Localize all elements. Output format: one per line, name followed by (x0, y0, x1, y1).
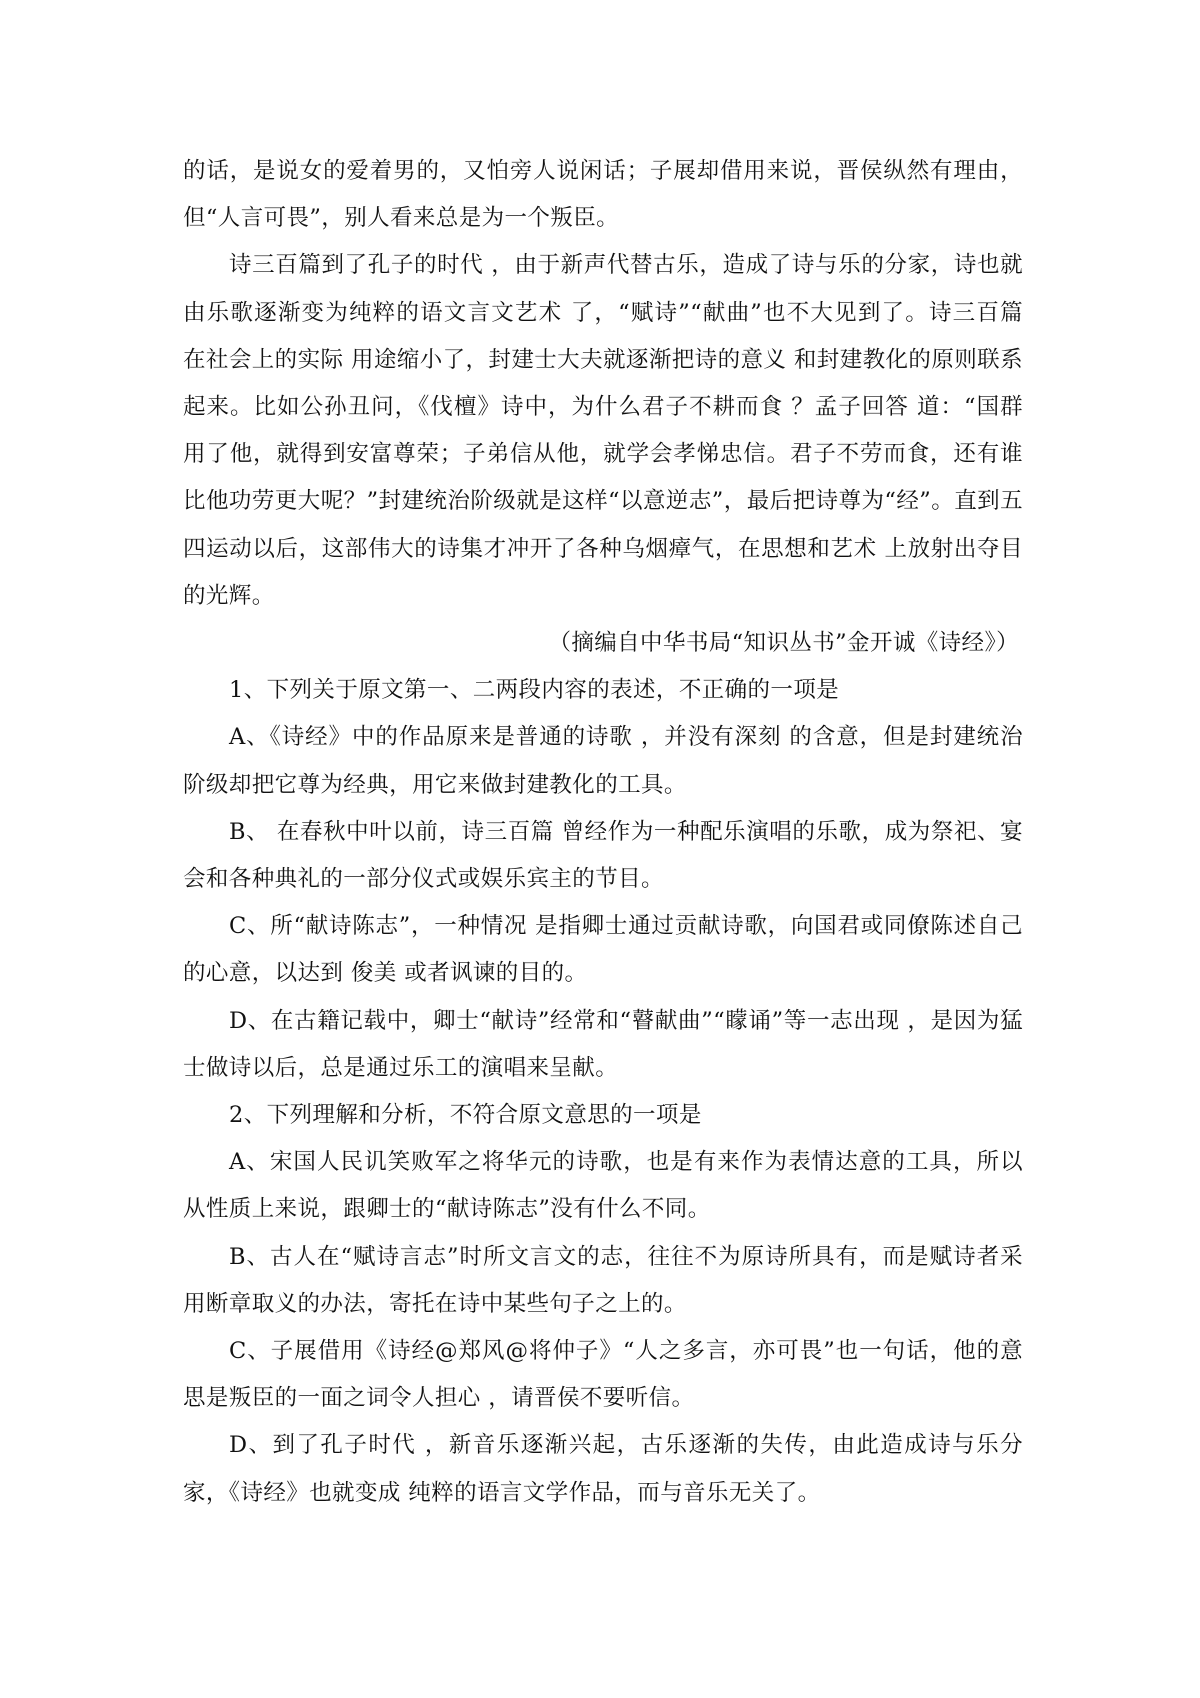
question-1-option-a: A、《诗经》中的作品原来是普通的诗歌 ，并没有深刻 的含意，但是封建统治阶级却把它尊为经典，用它来做封建教化的工具。 (183, 724, 1023, 798)
question-2-stem: 2、下列理解和分析，不符合原文意思的一项是 (229, 1102, 702, 1129)
source-citation: （摘编自中华书局“知识丛书”金开诚《诗经》） (548, 630, 1019, 657)
document-body (183, 148, 1023, 1517)
question-2-option-d: D、到了孔子时代 ，新音乐逐渐兴起，古乐逐渐的失传，由此造成诗与乐分家，《诗经》也就变成 纯粹的语言文学作品，而与音乐无关了。 (183, 1432, 1023, 1506)
question-2-option-c: C、子展借用《诗经@郑风@将仲子》“人之多言，亦可畏”也一句话，他的意思是叛臣的一面之词令人担心 ，请晋侯不要听信。 (183, 1338, 1023, 1412)
paragraph-poetry-history: 诗三百篇到了孔子的时代 ，由于新声代替古乐，造成了诗与乐的分家，诗也就由乐歌逐渐变为纯粹的语文言文艺术 了，“赋诗”“献曲”也不大见到了。诗三百篇 在社会上的实际 用途缩小了，封建士大夫就逐渐把诗的意义 和封建教化的原则联系起来。比如公孙丑问，《伐檀》诗中，为什么君子不耕而食 ？孟子回答 道：“国群用了他，就得到安富尊荣；子弟信从他，就学会孝悌忠信。君子不劳而食，还有谁比他功劳更大呢？”封建统治阶级就是这样“以意逆志”，最后把诗尊为“经”。直到五四运动以后，这部伟大的诗集才冲开了各种乌烟瘴气，在思想和艺术 上放射出夺目的光辉。 (183, 252, 1023, 609)
question-1-stem: 1、下列关于原文第一、二两段内容的表述，不正确的一项是 (229, 677, 840, 704)
paragraph-continuation: 的话，是说女的爱着男的，又怕旁人说闲话；子展却借用来说，晋侯纵然有理由，但“人言可畏”，别人看来总是为一个叛臣。 (183, 158, 1023, 232)
question-1-option-d: D、在古籍记载中，卿士“献诗”经常和“瞽献曲”“矇诵”等一志出现 ，是因为猛士做诗以后，总是通过乐工的演唱来呈献。 (183, 1007, 1023, 1081)
question-2-option-b: B、古人在“赋诗言志”时所文言文的志，往往不为原诗所具有，而是赋诗者采用断章取义的办法，寄托在诗中某些句子之上的。 (183, 1243, 1023, 1317)
question-1-option-b: B、 在春秋中叶以前，诗三百篇 曾经作为一种配乐演唱的乐歌，成为祭祀、宴会和各种典礼的一部分仪式或娱乐宾主的节目。 (183, 818, 1023, 893)
question-1-option-c: C、所“献诗陈志”，一种情况 是指卿士通过贡献诗歌，向国君或同僚陈述自己的心意，以达到 俊美 或者讽谏的目的。 (183, 913, 1023, 987)
question-2-option-a: A、宋国人民讥笑败军之将华元的诗歌，也是有来作为表情达意的工具，所以从性质上来说，跟卿士的“献诗陈志”没有什么不同。 (183, 1149, 1023, 1223)
